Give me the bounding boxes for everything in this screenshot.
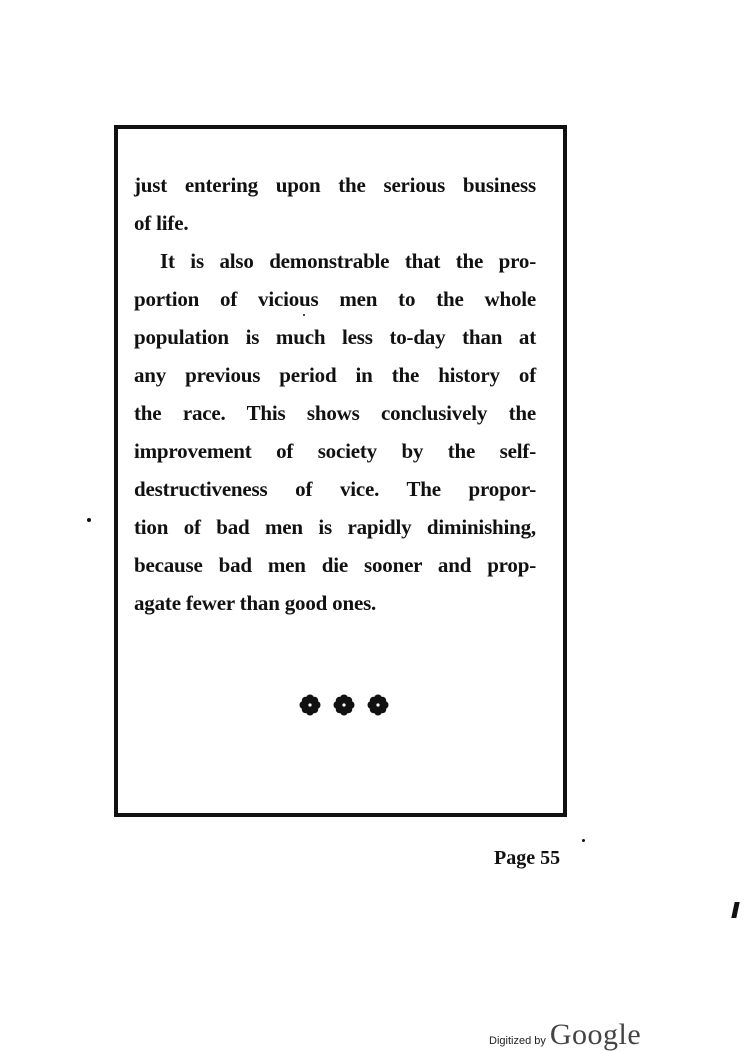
text-line: the race. This shows conclusively the: [134, 401, 536, 425]
page-number: Page 55: [494, 847, 561, 869]
text-line: improvement of society by the self-: [134, 439, 536, 463]
text-line: just entering upon the serious business: [134, 173, 536, 197]
scan-speck: [303, 314, 305, 316]
text-line: agate fewer than good ones.: [134, 591, 377, 615]
text-line: any previous period in the history of: [134, 363, 536, 387]
text-line: tion of bad men is rapidly diminishing,: [134, 515, 536, 539]
flower-icon: [299, 694, 321, 716]
text-line: portion of vicious men to the whole: [134, 287, 536, 311]
digitized-prefix: Digitized by: [489, 1035, 546, 1047]
scan-edge-mark: [731, 902, 739, 918]
digitized-watermark: [489, 1020, 641, 1050]
google-logo: Google: [549, 1018, 642, 1051]
text-line: It is also demonstrable that the pro-: [160, 249, 536, 273]
flower-icon: [367, 694, 389, 716]
text-line: destructiveness of vice. The propor-: [134, 477, 536, 501]
flower-icon: [333, 694, 355, 716]
scan-speck: [582, 839, 585, 842]
text-line: because bad men die sooner and prop-: [134, 553, 536, 577]
ornament-row: [299, 694, 389, 716]
text-line: of life.: [134, 211, 189, 235]
text-line: population is much less to-day than at: [134, 325, 536, 349]
scan-speck: [87, 518, 91, 522]
